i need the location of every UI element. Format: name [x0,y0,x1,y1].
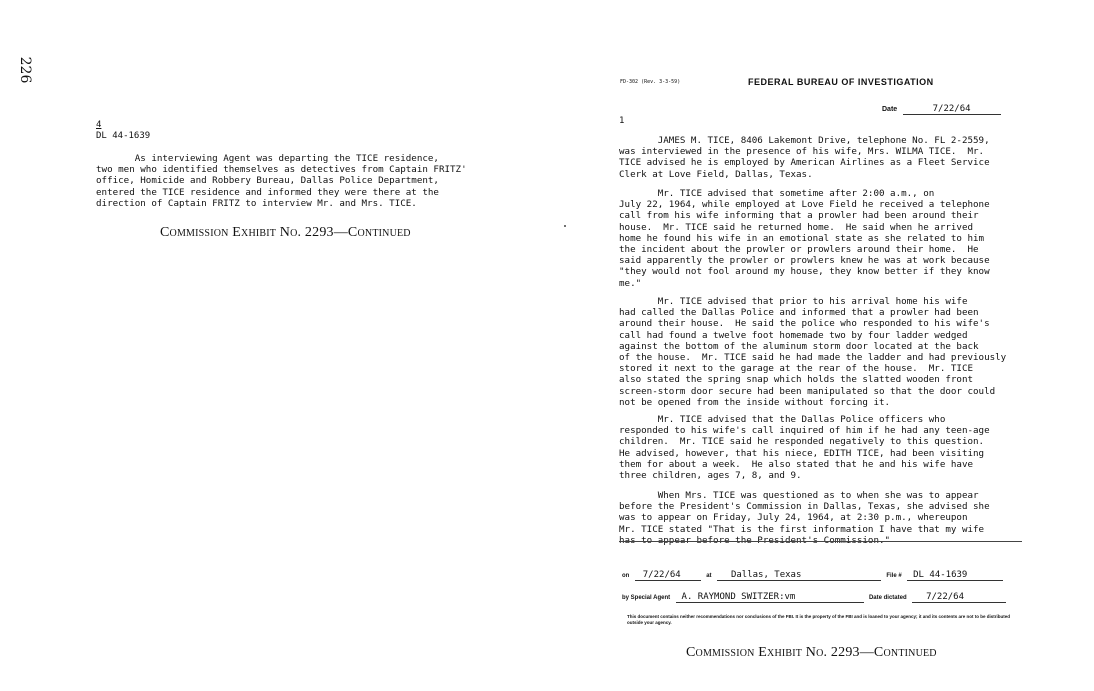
left-page-header [96,120,150,142]
right-page-number: 1 [619,116,625,126]
scan-speck [564,225,566,227]
on-label: on [622,573,630,579]
date-label: Date [882,106,898,113]
special-agent: A. RAYMOND SWITZER:vm [676,592,864,603]
on-date: 7/22/64 [635,570,701,581]
footer-line-2 [622,592,1006,603]
right-exhibit-caption: Commission Exhibit No. 2293—Continued [686,645,937,660]
agency-heading: FEDERAL BUREAU OF INVESTIGATION [748,77,934,87]
paragraph-5: When Mrs. TICE was questioned as to when she was to appear before the President's Commission in Dallas, Texas, she advised she was to appear on Friday, July 24, 1964, at 2:30 p.m., whereupon Mr. TICE stated "That is the first information I have that my wife [619,490,990,535]
left-page-number: 4 [96,120,102,130]
file-number: DL 44-1639 [907,570,1003,581]
interview-location: Dallas, Texas [717,570,881,581]
report-date-row [882,104,1001,115]
paragraph-3: Mr. TICE advised that prior to his arrival home his wife had called the Dallas Police and informed that a prowler had been around their house. He said the police who responded to his wife's call had found a twelve foot homemade two by four ladder wedged against the bottom of the aluminum storm door located at the back of the house. Mr. TICE said he had made the ladder and had previously stored it next to the garage at the rear of the house. Mr. TICE also stated the spring snap which holds the slatted wooden front screen-storm door secure had been manipulated so that the door could not be opened from the inside without forcing it. [619,296,1007,408]
footer-line-1 [622,570,1003,581]
page-number: 226 [17,56,33,84]
left-file-reference: DL 44-1639 [96,131,151,141]
file-label: File # [886,573,902,579]
paragraph-4: Mr. TICE advised that the Dallas Police officers who responded to his wife's call inquired of him if he had any teen-age children. Mr. TICE said he responded negatively to this question. He advised, however, that his niece, EDITH TICE, had been visiting them for about a week. He also stated that he and his wife have three children, ages 7, 8, and 9. [619,414,990,482]
left-exhibit-caption: Commission Exhibit No. 2293—Continued [160,225,411,240]
report-date: 7/22/64 [903,104,1001,115]
left-paragraph: As interviewing Agent was departing the TICE residence, two men who identified themselves as detectives from Captain FRITZ' office, Homicide and Robbery Bureau, Dallas Police Department, entered the TICE residence and informed they were there at the direction of Captain FRITZ to interview Mr. and Mrs. TICE. [96,153,467,209]
dictated-date: 7/22/64 [912,592,1006,603]
dictated-label: Date dictated [868,595,907,601]
form-id: FD-302 (Rev. 3-3-59) [620,79,681,85]
agent-label: by Special Agent [622,595,671,601]
legal-notice: This document contains neither recommendations nor conclusions of the FBI. It is the property of the FBI and is loaned to your agency; it and its contents are not to be distributed outside your agency. [627,614,1011,625]
paragraph-1: JAMES M. TICE, 8406 Lakemont Drive, telephone No. FL 2-2559, was interviewed in the presence of his wife, Mrs. WILMA TICE. Mr. TICE advised he is employed by American Airlines as a Fleet Service Clerk at Love Field, Dallas, Texas. [619,135,990,180]
paragraph-2: Mr. TICE advised that sometime after 2:00 a.m., on July 22, 1964, while employed at Love Field he received a telephone call from his wife informing that a prowler had been around their house. Mr. TICE said he returned home. He said when he arrived home he found his wife in an emotional state as she related to him the incident about the prowler or prowlers around their home. He said apparently the prowler or prowlers knew he was at work because "they would not fool around my house, they know better if they know me." [619,188,990,289]
at-label: at [706,573,712,579]
paragraph-underline [619,541,1022,542]
